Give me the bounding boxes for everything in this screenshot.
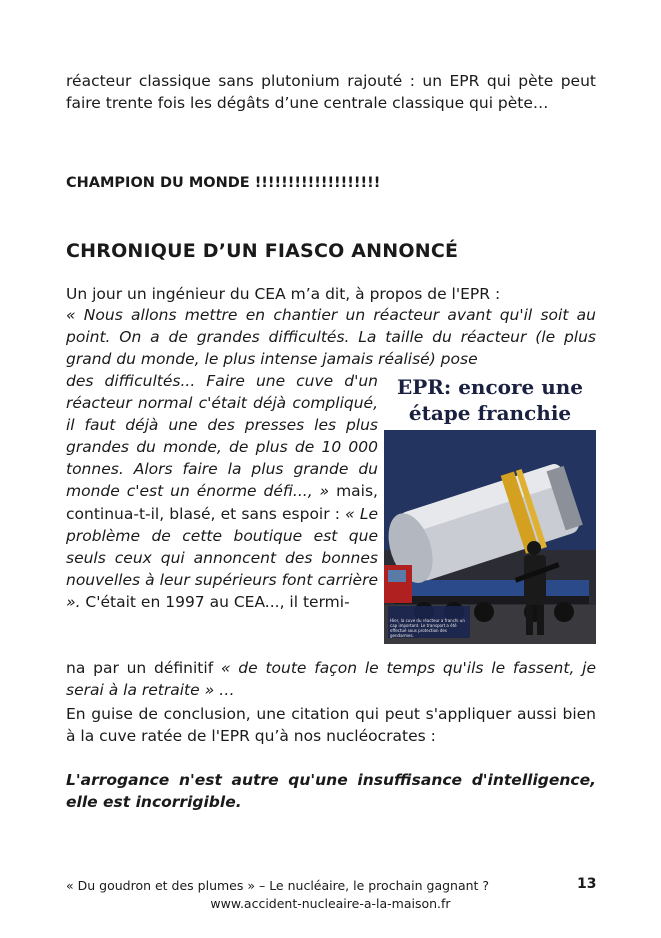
paragraph-intro: réacteur classique sans plutonium rajouté : un EPR qui pète peut faire trente fois les dégâts d’une centrale classique qui pète…	[66, 72, 596, 112]
quote-left-italic-2: « Le problème de cette boutique est que seuls ceux qui annoncent des bonnes nouvelles à leur supérieurs font carrière ».	[66, 504, 379, 611]
quote-bottom	[66, 657, 596, 701]
quote-top: « Nous allons mettre en chantier un réacteur avant qu'il soit au point. On a de grandes difficultés. La taille du réacteur (le plus grand du monde, le plus intense jamais réalisé) pose	[66, 306, 596, 368]
quote-bottom-italic: « de toute façon le temps qu'ils le fassent, je serai à la retraite » …	[66, 659, 597, 699]
page-number: 13	[577, 876, 597, 892]
photo-caption: Hier, la cuve du réacteur a franchi un cap important. Le transport a été effectué sous protection des gendarmes.	[390, 618, 465, 638]
champion-line: CHAMPION DU MONDE !!!!!!!!!!!!!!!!!!!	[66, 175, 381, 191]
conclusion-paragraph: En guise de conclusion, une citation qui peut s'appliquer aussi bien à la cuve ratée de l'EPR qu’à nos nucléocrates :	[66, 705, 596, 745]
quote-left-normal: mais, continua-t-il, blasé, et sans espoir :	[66, 482, 378, 523]
section-heading: CHRONIQUE D’UN FIASCO ANNONCÉ	[66, 240, 459, 262]
press-clipping-figure	[384, 374, 596, 644]
clipping-headline-line1: EPR: encore une	[396, 375, 584, 399]
quote-left-italic: des difficultés... Faire une cuve d'un réacteur normal c'était déjà compliqué, il faut déjà une des presses les plus grandes du monde, de plus de 10 000 tonnes. Alors faire la plus grande du monde c'est un énorme défi..., »	[66, 372, 378, 501]
reactor-vessel-photo	[384, 430, 596, 644]
clipping-headline	[384, 374, 596, 426]
quote-bottom-normal: na par un définitif	[66, 659, 221, 677]
clipping-headline-line2: étape franchie	[408, 401, 572, 425]
footer-website-link[interactable]: www.accident-nucleaire-a-la-maison.fr	[210, 896, 451, 911]
quote-left-normal-2: C'était en 1997 au CEA..., il termi-	[80, 592, 350, 611]
quote-left-column	[66, 370, 378, 613]
chronicle-intro: Un jour un ingénieur du CEA m’a dit, à propos de l'EPR :	[66, 285, 501, 303]
footer-book-title: « Du goudron et des plumes » – Le nucléaire, le prochain gagnant ?	[66, 878, 490, 893]
final-citation: L'arrogance n'est autre qu'une insuffisance d'intelligence, elle est incorrigible.	[66, 771, 596, 811]
reactor-vessel-illustration	[384, 430, 596, 644]
